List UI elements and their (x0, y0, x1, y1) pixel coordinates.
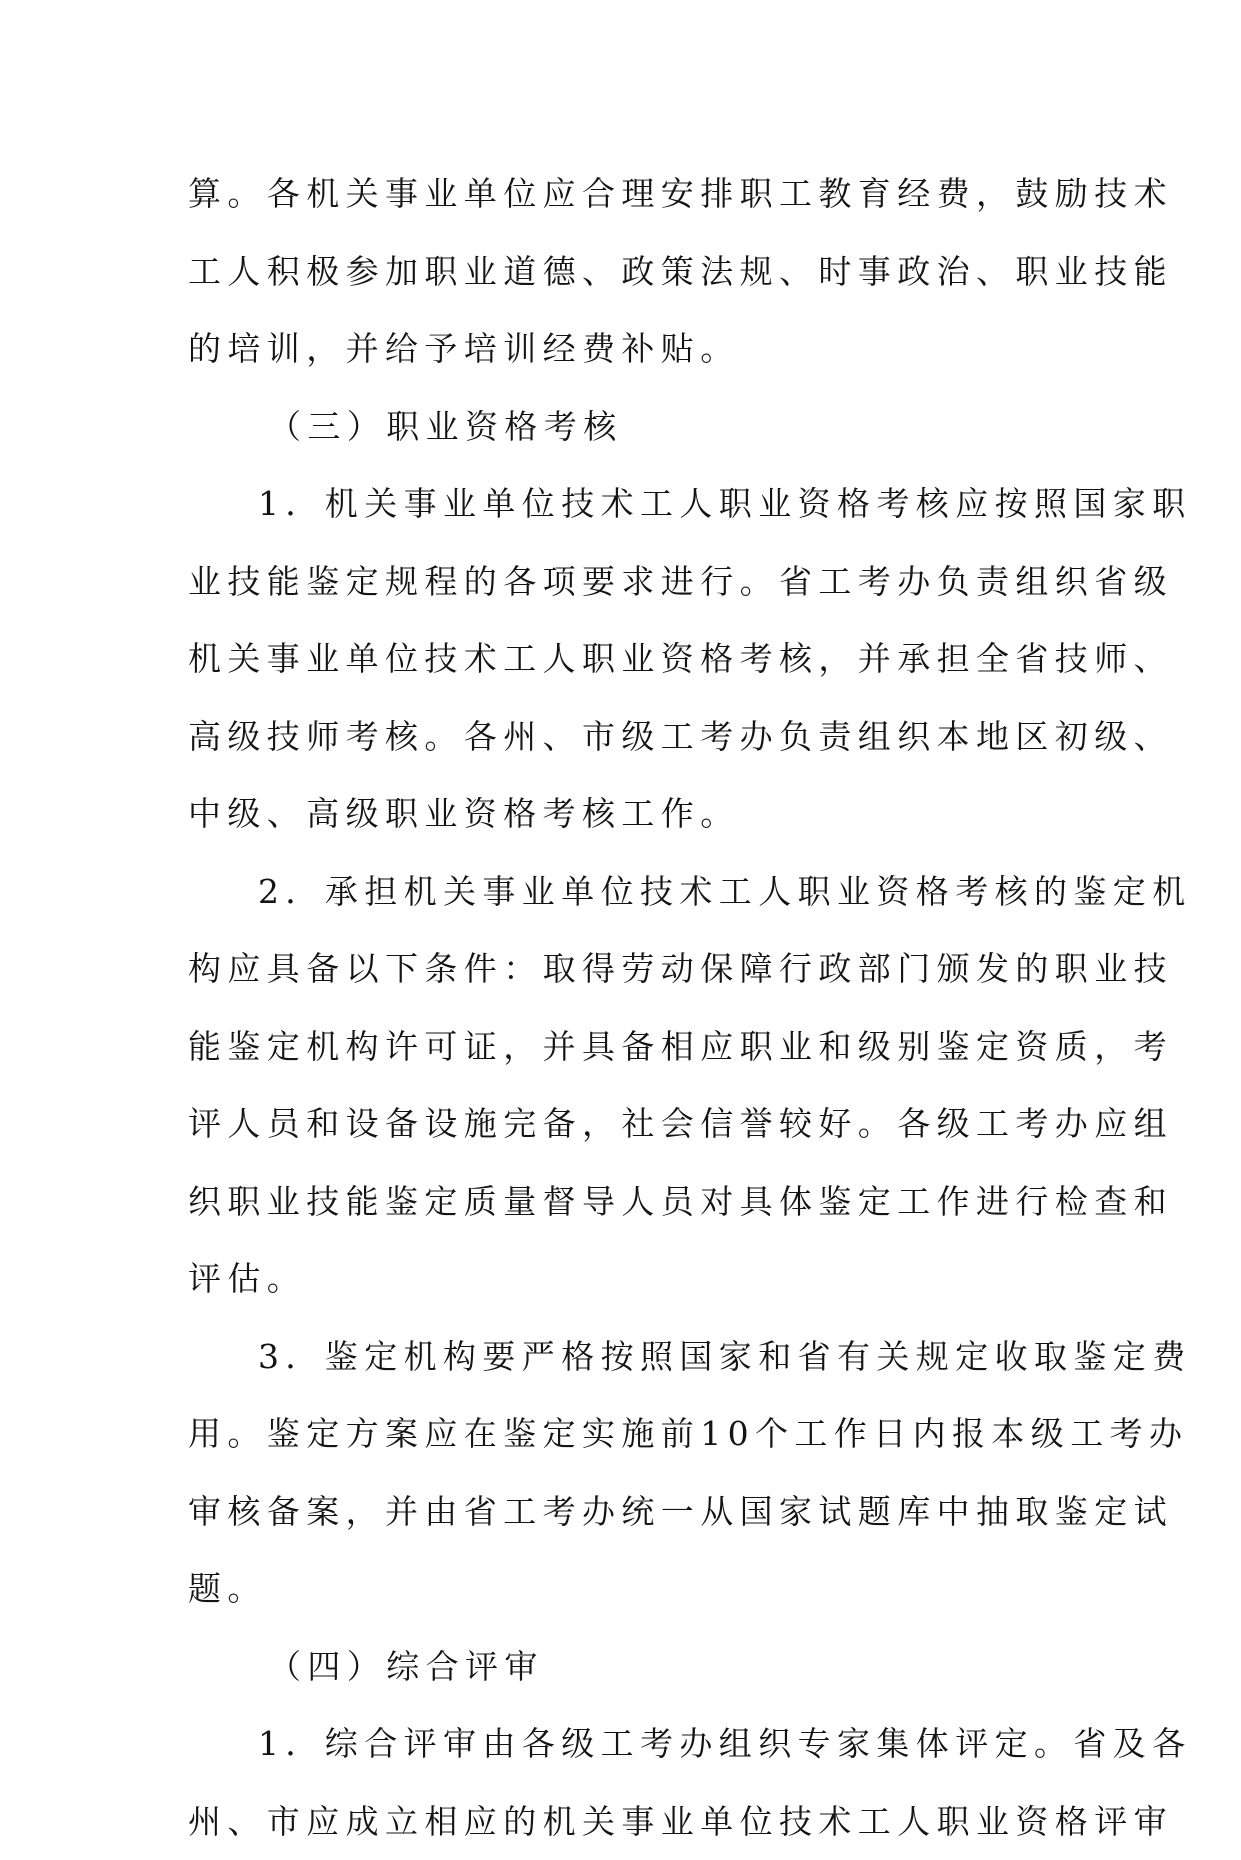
text-line: 1．机关事业单位技术工人职业资格考核应按照国家职 (188, 465, 1048, 543)
body-text (188, 155, 1048, 1860)
text-line: 3．鉴定机构要严格按照国家和省有关规定收取鉴定费 (188, 1318, 1048, 1396)
text-line: 用。鉴定方案应在鉴定实施前10个工作日内报本级工考办 (188, 1395, 1048, 1473)
text-line: 2．承担机关事业单位技术工人职业资格考核的鉴定机 (188, 853, 1048, 931)
text-line: 中级、高级职业资格考核工作。 (188, 775, 1048, 853)
text-line: 1．综合评审由各级工考办组织专家集体评定。省及各 (188, 1705, 1048, 1783)
text-line: 机关事业单位技术工人职业资格考核，并承担全省技师、 (188, 620, 1048, 698)
text-line: 审核备案，并由省工考办统一从国家试题库中抽取鉴定试 (188, 1473, 1048, 1551)
text-line: 高级技师考核。各州、市级工考办负责组织本地区初级、 (188, 698, 1048, 776)
text-line: 构应具备以下条件：取得劳动保障行政部门颁发的职业技 (188, 930, 1048, 1008)
text-line: 的培训，并给予培训经费补贴。 (188, 310, 1048, 388)
text-line: 工人积极参加职业道德、政策法规、时事政治、职业技能 (188, 233, 1048, 311)
text-line: 业技能鉴定规程的各项要求进行。省工考办负责组织省级 (188, 543, 1048, 621)
section-heading: （三）职业资格考核 (188, 388, 1048, 466)
text-line: 能鉴定机构许可证，并具备相应职业和级别鉴定资质，考 (188, 1008, 1048, 1086)
text-line: 织职业技能鉴定质量督导人员对具体鉴定工作进行检查和 (188, 1163, 1048, 1241)
text-line: 算。各机关事业单位应合理安排职工教育经费，鼓励技术 (188, 155, 1048, 233)
text-line: 评人员和设备设施完备，社会信誉较好。各级工考办应组 (188, 1085, 1048, 1163)
text-line: 题。 (188, 1550, 1048, 1628)
text-line: 州、市应成立相应的机关事业单位技术工人职业资格评审 (188, 1783, 1048, 1860)
text-line: 评估。 (188, 1240, 1048, 1318)
section-heading: （四）综合评审 (188, 1628, 1048, 1706)
